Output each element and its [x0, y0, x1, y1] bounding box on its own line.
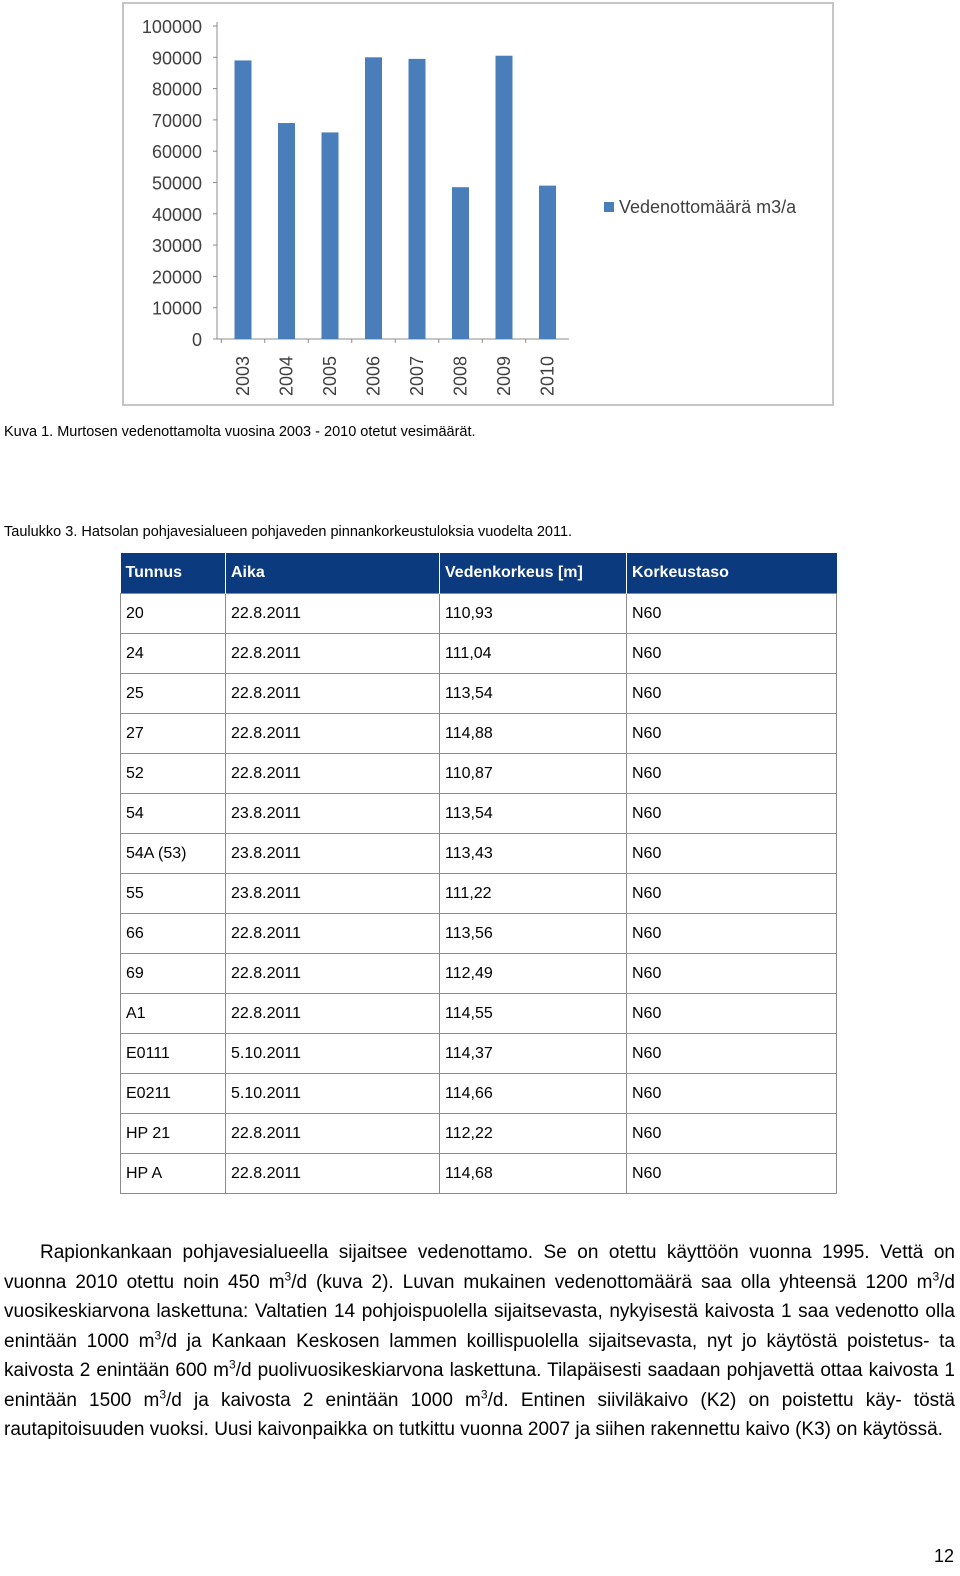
x-tick-label: 2006 [363, 355, 384, 396]
table-cell: N60 [627, 834, 837, 874]
table-row [121, 634, 837, 674]
table-cell: 111,04 [440, 634, 627, 674]
table-cell: E0211 [121, 1074, 226, 1114]
superscript: 3 [284, 1269, 292, 1284]
table-cell: 22.8.2011 [226, 634, 440, 674]
body-paragraph [4, 1238, 955, 1445]
table-row [121, 914, 837, 954]
y-tick-label: 60000 [151, 142, 202, 163]
legend-swatch [604, 202, 614, 212]
table-row [121, 1034, 837, 1074]
table-cell: 22.8.2011 [226, 594, 440, 634]
table-cell: 22.8.2011 [226, 1114, 440, 1154]
table-row [121, 1114, 837, 1154]
table-cell: N60 [627, 1074, 837, 1114]
table-cell: 22.8.2011 [226, 674, 440, 714]
table-cell: N60 [627, 994, 837, 1034]
table-cell: N60 [627, 634, 837, 674]
table-cell: 54 [121, 794, 226, 834]
header-vedenkorkeus: Vedenkorkeus [m] [440, 553, 627, 594]
bar-2003 [235, 60, 252, 339]
table-cell: N60 [627, 1034, 837, 1074]
y-tick-label: 100000 [141, 17, 202, 37]
page-number: 12 [933, 1546, 954, 1566]
table-row [121, 794, 837, 834]
table-cell: 111,22 [440, 874, 627, 914]
water-level-table [120, 553, 836, 1194]
paragraph-text-2: /d (kuva 2). Luvan mukainen vedenottomäärä saa olla yhteensä 1200 m [291, 1271, 933, 1293]
table-row [121, 994, 837, 1034]
table-cell: 55 [121, 874, 226, 914]
table-caption: Taulukko 3. Hatsolan pohjavesialueen pohjaveden pinnankorkeustuloksia vuodelta 2011. [4, 524, 573, 540]
chart-container [122, 2, 834, 406]
table-cell: N60 [627, 594, 837, 634]
table-cell: 22.8.2011 [226, 954, 440, 994]
superscript: 3 [154, 1328, 162, 1343]
paragraph-text-6: /d ja kaivosta 2 enintään 1000 m [166, 1389, 481, 1411]
bar-2010 [539, 186, 556, 339]
table-row [121, 954, 837, 994]
table-cell: N60 [627, 954, 837, 994]
superscript: 3 [229, 1357, 236, 1372]
y-tick-label: 50000 [151, 173, 202, 194]
table-cell: HP 21 [121, 1114, 226, 1154]
table-cell: 113,54 [440, 674, 627, 714]
table-cell: N60 [627, 874, 837, 914]
table-row [121, 754, 837, 794]
table-cell: 112,49 [440, 954, 627, 994]
superscript: 3 [932, 1269, 940, 1284]
bar-2006 [365, 57, 382, 339]
bar-2004 [278, 123, 295, 339]
table-cell: 5.10.2011 [226, 1074, 440, 1114]
table-cell: 114,66 [440, 1074, 627, 1114]
y-tick-label: 0 [191, 330, 202, 350]
table-cell: 113,56 [440, 914, 627, 954]
table-cell: 113,54 [440, 794, 627, 834]
table-cell: 110,87 [440, 754, 627, 794]
table-row [121, 1154, 837, 1194]
superscript: 3 [480, 1387, 488, 1402]
table-cell: 24 [121, 634, 226, 674]
table-cell: E0111 [121, 1034, 226, 1074]
x-tick-label: 2010 [537, 355, 558, 396]
table-cell: 22.8.2011 [226, 754, 440, 794]
x-tick-label: 2005 [320, 355, 340, 396]
table-row [121, 594, 837, 634]
paragraph-text-3: /d vuosikeskiarvona laskettuna: Valtatien 14 pohjoispuolella sijaitsevasta, nykyisestä kaivosta 1 saa vedenotto olla enintään 1000 m [4, 1271, 955, 1352]
table-cell: 69 [121, 954, 226, 994]
table-row [121, 714, 837, 754]
table-cell: 52 [121, 754, 226, 794]
table-cell: 114,37 [440, 1034, 627, 1074]
table-cell: 20 [121, 594, 226, 634]
x-tick-label: 2004 [276, 355, 297, 396]
superscript: 3 [159, 1387, 167, 1402]
table-body [121, 594, 837, 1194]
y-tick-label: 70000 [151, 110, 202, 131]
table-cell: 22.8.2011 [226, 994, 440, 1034]
table-cell: 23.8.2011 [226, 834, 440, 874]
paragraph-text-5: /d puolivuosikeskiarvona laskettuna. Tilapäisesti saadaan pohjavettä ottaa kaivosta 1 enintään 1500 m [4, 1360, 955, 1411]
header-tunnus: Tunnus [121, 553, 226, 594]
table-header-row [121, 553, 837, 594]
paragraph-text-4: /d ja Kankaan Keskosen lammen koillispuolella sijaitsevasta, nyt jo käytöstä poistetus- ta kaivosta 2 enintään 600 m [4, 1330, 955, 1381]
table-cell: 110,93 [440, 594, 627, 634]
paragraph-text-7: /d. Entinen siiviläkaivo (K2) on poistettu käy- töstä rautapitoisuuden vuoksi. Uusi kaivonpaikka on tutkittu vuonna 2007 ja siihen rakennettu kaivo (K3) on käytössä. [4, 1389, 955, 1440]
legend-label: Vedenottomäärä m3/a [619, 197, 797, 217]
table-cell: 114,68 [440, 1154, 627, 1194]
table-cell: 66 [121, 914, 226, 954]
y-tick-label: 90000 [151, 48, 202, 69]
table-cell: 23.8.2011 [226, 794, 440, 834]
table-cell: 22.8.2011 [226, 914, 440, 954]
table-cell: 113,43 [440, 834, 627, 874]
x-tick-label: 2009 [494, 355, 514, 396]
table-cell: A1 [121, 994, 226, 1034]
bar-2008 [452, 187, 469, 339]
table-cell: 22.8.2011 [226, 714, 440, 754]
bar-2007 [409, 59, 426, 339]
table-cell: 25 [121, 674, 226, 714]
table-cell: 54A (53) [121, 834, 226, 874]
table-row [121, 874, 837, 914]
table-cell: HP A [121, 1154, 226, 1194]
table-cell: 112,22 [440, 1114, 627, 1154]
table-cell: N60 [627, 914, 837, 954]
table-cell: 22.8.2011 [226, 1154, 440, 1194]
table-cell: N60 [627, 714, 837, 754]
table-row [121, 834, 837, 874]
table-cell: 27 [121, 714, 226, 754]
table-cell: N60 [627, 754, 837, 794]
table-row [121, 674, 837, 714]
table-row [121, 1074, 837, 1114]
y-tick-label: 30000 [151, 236, 202, 257]
bar-chart [124, 4, 832, 404]
y-tick-label: 10000 [151, 298, 202, 319]
table-cell: N60 [627, 794, 837, 834]
y-tick-label: 20000 [151, 267, 202, 288]
x-tick-label: 2008 [450, 355, 471, 396]
table-cell: 23.8.2011 [226, 874, 440, 914]
y-tick-label: 80000 [151, 79, 202, 100]
x-tick-label: 2007 [407, 355, 427, 396]
table-cell: 114,55 [440, 994, 627, 1034]
table-cell: N60 [627, 1154, 837, 1194]
figure-caption: Kuva 1. Murtosen vedenottamolta vuosina 2003 - 2010 otetut vesimäärät. [4, 424, 476, 440]
y-tick-label: 40000 [151, 204, 202, 225]
x-tick-label: 2003 [233, 355, 253, 396]
header-korkeustaso: Korkeustaso [627, 553, 837, 594]
bar-2009 [496, 56, 513, 339]
paragraph-text-1: Rapionkankaan pohjavesialueella sijaitsee vedenottamo. Se on otettu käyttöön vuonna 1995. Vettä on vuonna 2010 otettu noin 450 m [4, 1242, 955, 1293]
table-cell: 5.10.2011 [226, 1034, 440, 1074]
table-cell: N60 [627, 1114, 837, 1154]
bar-2005 [322, 132, 339, 339]
header-aika: Aika [226, 553, 440, 594]
table-cell: 114,88 [440, 714, 627, 754]
table-cell: N60 [627, 674, 837, 714]
